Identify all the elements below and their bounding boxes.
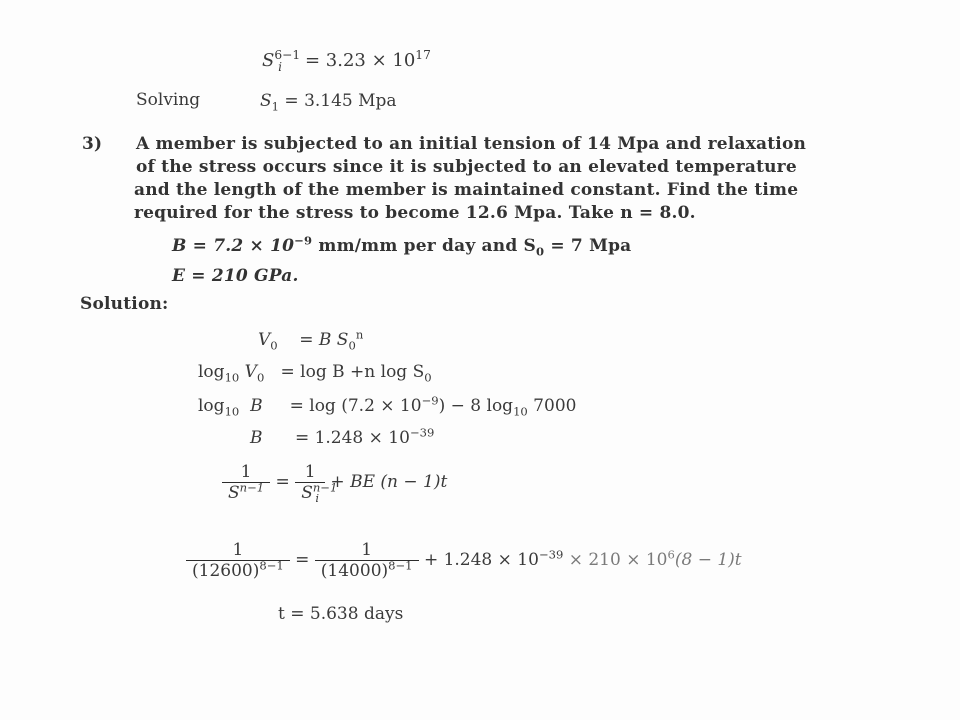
problem-line-3: and the length of the member is maintained constant. Find the time [134,180,799,200]
solution-line-2 [198,362,432,385]
l2-rhs: = log B +n log S [280,362,425,382]
l3-rhs-sub: 10 [513,404,528,419]
f1-num: 1 [222,462,270,483]
f4-num: 1 [315,540,419,561]
problem-line-2: of the stress occurs since it is subjected to an elevated temperature [136,157,797,177]
l1-lhs: V [258,330,271,350]
f1-den-var: S [228,483,240,503]
eq1-lhs-sub: i [278,59,283,74]
general-formula: $\frac{1}{S^{n-1}}$ = $\frac{1}{S^{n-1}_i}$ + BE (n − 1)t [222,462,447,503]
solution-line-1 [258,327,364,353]
problem-line-1 [136,134,806,154]
f2-num: 1 [295,462,325,483]
f2-den-sup: n−1 [312,480,338,495]
eq2-lhs-sub: 1 [271,99,280,114]
eq1-rhs: = 3.23 × 10 [304,50,416,71]
equation-s1-value [260,91,397,114]
l1-rhs: = B S [299,330,349,350]
f3-den-sup: 8−1 [259,558,284,573]
l2-var-sub: 0 [256,370,265,385]
solving-label: Solving [136,90,201,110]
fraction-12600 [186,540,290,581]
f1-den-sup: n−1 [239,480,265,495]
eq1-lhs-sup: 6−1 [274,48,301,62]
solution-line-3 [198,393,577,419]
f4-den [315,558,419,581]
problem-line-1-text: A member is subjected to an initial tension of 14 Mpa and relaxation [136,134,807,154]
l3-rhs-exp: −9 [421,393,439,408]
given1-sub: 0 [536,244,545,259]
f3-den [186,558,290,581]
l4-rhs: = 1.248 × 10 [294,428,410,448]
f2-den-sub: i [315,491,320,506]
num-tail-b: × 210 × 10 [563,550,668,570]
f3-den-val: (12600) [192,561,260,581]
eq2-rhs: = 3.145 Mpa [284,91,397,111]
given1-a: B = 7.2 × 10 [172,236,295,256]
given-e: E = 210 GPa. [172,266,299,286]
fraction-1-over-si [295,462,338,506]
l4-lhs: B [250,428,263,448]
f1-den [222,480,270,503]
f3-num: 1 [186,540,290,561]
given1-exp: −9 [294,233,313,248]
l1-rhs-sup: n [355,327,364,342]
solution-heading: Solution: [80,294,169,314]
given1-b: mm/mm per day and S [312,236,537,256]
num-tail-c: (8 − 1)t [674,550,742,570]
f4-den-val: (14000) [320,561,389,581]
eq1-lhs: S [262,50,275,71]
problem-number: 3) [82,134,103,154]
l3-log: log [198,396,225,416]
l3-log-sub: 10 [224,404,240,419]
given-b-s0 [172,233,632,259]
eq1-rhs-exp: 17 [415,48,431,62]
numeric-formula: $\frac{1}{(12600)^{8-1}}$ = $\frac{1}{(14000)^{8-1}}$ + $1.248 \times 10^{-39} \times 210 \times 10^6(8 - 1)t$ [186,540,742,581]
equation-si-value [262,48,431,74]
eq2-lhs: S [260,91,272,111]
problem-line-4: required for the stress to become 12.6 Mpa. Take n = 8.0. [134,203,696,223]
l3-var: B [250,396,263,416]
l1-lhs-sub: 0 [270,338,278,353]
fraction-14000 [315,540,419,581]
f2-den [295,480,338,506]
result-time: t = 5.638 days [278,604,404,624]
general-tail: + BE (n − 1)t [330,472,448,492]
l4-rhs-exp: −39 [409,425,435,440]
given1-c: = 7 Mpa [544,236,632,256]
l2-var: V [244,362,257,382]
l2-log: log [198,362,225,382]
l1-rhs-sub: 0 [348,338,356,353]
solution-line-4 [250,425,435,448]
l2-log-sub: 10 [224,370,240,385]
f4-den-sup: 8−1 [388,558,413,573]
num-tail-exp2: 6 [667,547,675,562]
l3-rhs-b: ) − 8 log [438,396,514,416]
num-tail-exp: −39 [538,547,564,562]
l3-rhs-c: 7000 [527,396,577,416]
fraction-1-over-s [222,462,270,503]
l3-rhs-a: = log (7.2 × 10 [289,396,422,416]
num-tail-a: + 1.248 × 10 [423,550,539,570]
f2-den-var: S [301,483,313,503]
l2-rhs-sub: 0 [424,370,432,385]
